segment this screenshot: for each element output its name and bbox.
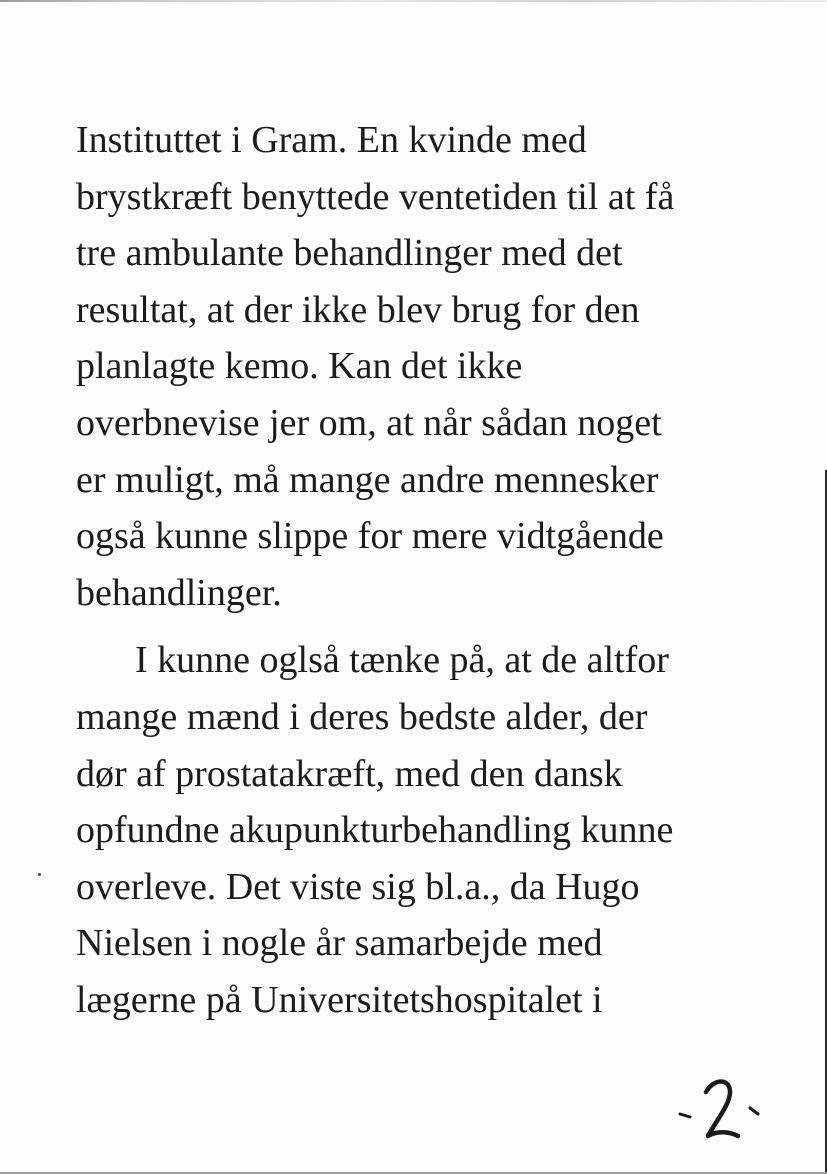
text-line: dør af prostatakræft, med den dansk: [76, 752, 623, 795]
scan-top-edge: [0, 0, 827, 2]
text-line: lægerne på Universitetshospitalet i: [76, 978, 603, 1021]
handwritten-page-number: [678, 1070, 788, 1150]
text-line: overleve. Det viste sig bl.a., da Hugo: [76, 865, 640, 908]
text-line: tre ambulante behandlinger med det: [76, 232, 623, 275]
text-line: Instituttet i Gram. En kvinde med: [76, 119, 587, 161]
text-line: I kunne oglså tænke på, at de altfor: [135, 639, 669, 682]
text-line: resultat, at der ikke blev brug for den: [76, 288, 640, 331]
text-line: behandlinger.: [76, 571, 282, 614]
text-line: også kunne slippe for mere vidtgående: [76, 515, 664, 558]
body-text: [76, 112, 816, 1029]
text-line: Nielsen i nogle år samarbejde med: [76, 922, 603, 965]
text-line: brystkræft benyttede ventetiden til at få: [76, 175, 675, 218]
text-line: opfundne akupunkturbehandling kunne: [76, 809, 674, 852]
text-line: mange mænd i deres bedste alder, der: [76, 695, 648, 738]
text-line: er muligt, må mange andre mennesker: [76, 458, 659, 501]
text-line: planlagte kemo. Kan det ikke: [76, 345, 523, 388]
paragraph-gap: [76, 621, 816, 632]
scan-speck: [38, 873, 41, 876]
text-line: overbnevise jer om, at når sådan noget: [76, 401, 662, 444]
